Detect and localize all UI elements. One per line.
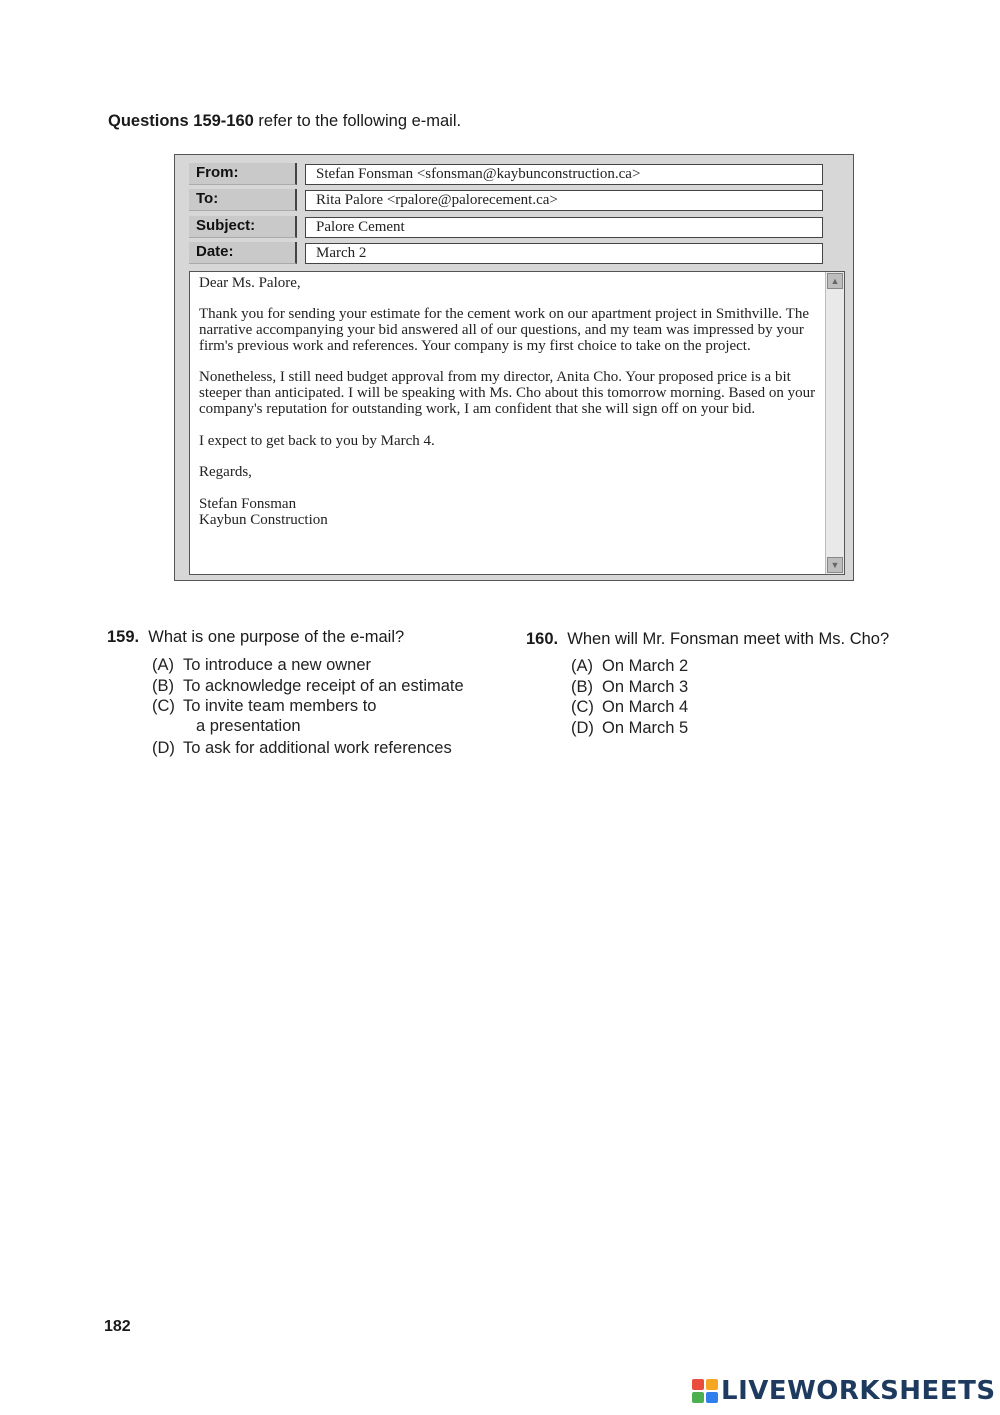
liveworksheets-logo-icon [692, 1379, 718, 1403]
option-letter: (C) [152, 697, 175, 715]
option-letter: (C) [571, 698, 594, 716]
date-label: Date: [189, 242, 297, 264]
scrollbar[interactable] [825, 272, 844, 574]
email-body-text [199, 275, 827, 528]
option-letter: (A) [152, 656, 174, 674]
option-159-b[interactable] [152, 677, 464, 696]
subject-field: Palore Cement [305, 217, 823, 238]
question-number: 159. [107, 628, 140, 646]
to-label: To: [189, 189, 297, 211]
option-160-c[interactable] [571, 698, 688, 717]
email-body [189, 271, 845, 575]
instructions-text: refer to the following e-mail. [253, 112, 462, 130]
question-160 [526, 630, 889, 649]
option-text: On March 4 [602, 698, 689, 716]
option-text: To acknowledge receipt of an estimate [183, 677, 464, 695]
option-text: On March 3 [602, 678, 689, 696]
email-window [174, 154, 854, 581]
signature-company: Kaybun Construction [199, 512, 328, 528]
page-number: 182 [104, 1318, 131, 1335]
instructions [108, 112, 461, 131]
subject-label: Subject: [189, 216, 297, 238]
paragraph-1: Thank you for sending your estimate for the cement work on our apartment project in Smithville. The narrative accompanying your bid answered all of our questions, and my team was impressed by your firm's previous work and references. Your company is my first choice to take on the project. [199, 306, 809, 354]
option-text: On March 2 [602, 657, 689, 675]
option-letter: (D) [152, 739, 175, 757]
scroll-down-arrow-icon[interactable]: ▼ [827, 557, 843, 573]
to-field: Rita Palore <rpalore@palorecement.ca> [305, 190, 823, 211]
closing: Regards, [199, 464, 252, 480]
option-letter: (D) [571, 719, 594, 737]
paragraph-2: Nonetheless, I still need budget approval from my director, Anita Cho. Your proposed price is a bit steeper than anticipated. I will be speaking with Ms. Cho about this tomorrow morning. Based on your company's reputation for outstanding work, I am confident that she will sign off on your bid. [199, 369, 816, 417]
paragraph-3: I expect to get back to you by March 4. [199, 433, 435, 449]
signature-name: Stefan Fonsman [199, 496, 297, 512]
date-field: March 2 [305, 243, 823, 264]
question-stem: What is one purpose of the e-mail? [148, 628, 405, 646]
scroll-up-arrow-icon[interactable]: ▲ [827, 273, 843, 289]
from-field: Stefan Fonsman <sfonsman@kaybunconstruction.ca> [305, 164, 823, 185]
question-number: 160. [526, 630, 559, 648]
question-range: Questions 159-160 [108, 112, 254, 130]
option-text: To introduce a new owner [183, 656, 372, 674]
option-letter: (B) [571, 678, 593, 696]
option-160-a[interactable] [571, 657, 688, 676]
liveworksheets-brand[interactable] [692, 1376, 996, 1406]
greeting: Dear Ms. Palore, [199, 275, 301, 291]
option-text: To ask for additional work references [183, 739, 452, 757]
option-159-c[interactable] [152, 697, 377, 735]
option-160-b[interactable] [571, 678, 688, 697]
option-159-d[interactable] [152, 739, 452, 758]
question-159 [107, 628, 404, 647]
option-160-d[interactable] [571, 719, 688, 738]
option-letter: (B) [152, 677, 174, 695]
option-text: To invite team members to [183, 697, 377, 715]
option-text-continued: a presentation [196, 717, 301, 735]
option-159-a[interactable] [152, 656, 371, 675]
option-text: On March 5 [602, 719, 689, 737]
question-stem: When will Mr. Fonsman meet with Ms. Cho? [567, 630, 890, 648]
from-label: From: [189, 163, 297, 185]
option-letter: (A) [571, 657, 593, 675]
brand-name: LIVEWORKSHEETS [721, 1376, 996, 1406]
